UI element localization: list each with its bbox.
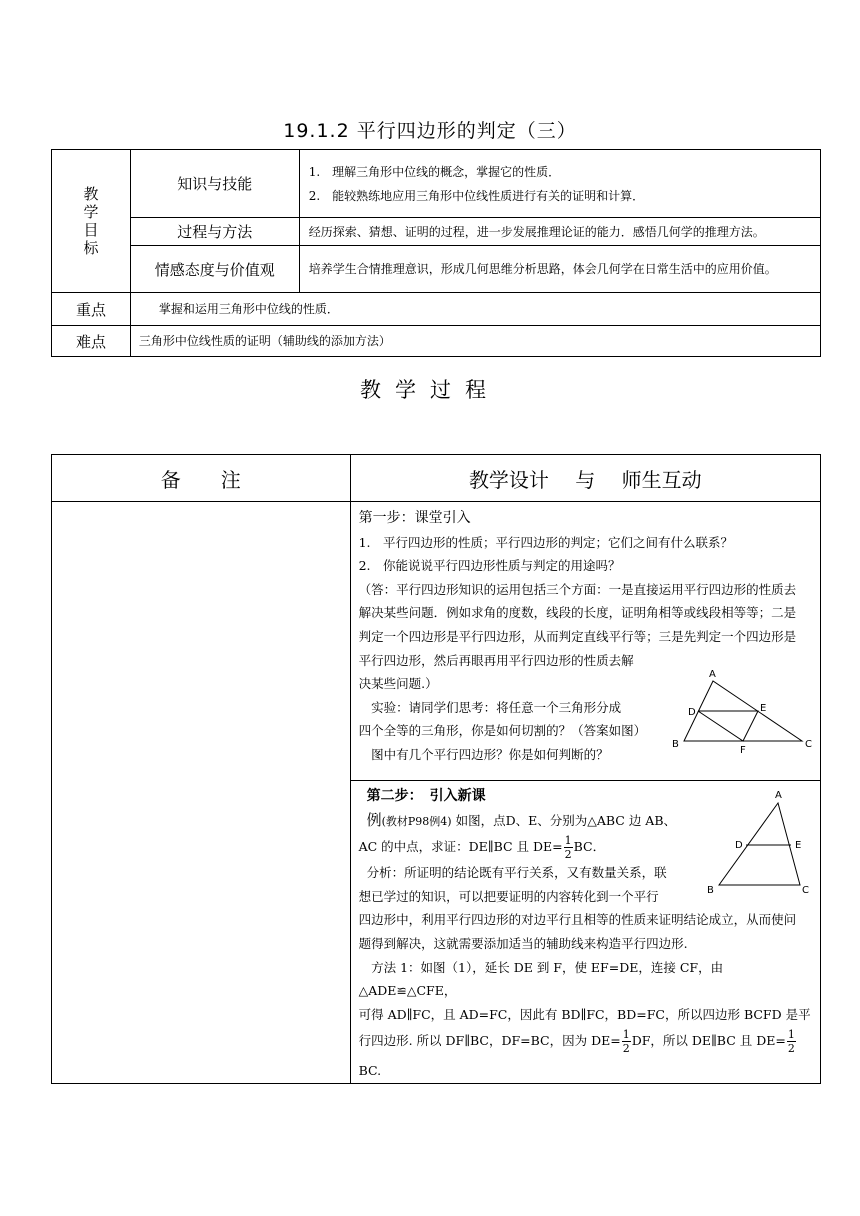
objectives-group-char: 标: [83, 239, 99, 257]
step1-question-1: 1. 平行四边形的性质；平行四边形的判定；它们之间有什么联系？: [358, 534, 734, 550]
fraction-numerator: 1: [622, 1028, 630, 1042]
label-e: E: [759, 703, 766, 714]
midline-segments: [698, 711, 758, 741]
process-content: 经历探索、猜想、证明的过程，进一步发展推理论证的能力．感悟几何学的推理方法。: [299, 218, 820, 246]
method-line-3b: DF，所以 DE∥BC 且 DE=: [631, 1033, 786, 1049]
step1-question-2: 2. 你能说说平行四边形性质与判定的用途吗？: [358, 558, 621, 574]
step1-answer-line: 解决某些问题．例如求角的度数，线段的长度，证明角相等或线段相等等；二是: [358, 605, 797, 621]
step1-answer-line: 平行四边形，然后再眼再用平行四边形的性质去解: [358, 652, 634, 668]
example-prefix: 例: [366, 810, 382, 829]
notes-cell: [52, 502, 351, 1084]
objectives-table: [51, 149, 821, 357]
key-point-label: 重点: [52, 293, 131, 326]
fraction-denominator: 2: [622, 1042, 630, 1056]
objectives-group-char: 教: [83, 185, 99, 203]
step1-title: 第一步：课堂引入: [358, 510, 471, 526]
knowledge-item-2: 2. 能较熟练地应用三角形中位线性质进行有关的证明和计算．: [308, 188, 645, 203]
step1-answer-line: 判定一个四边形是平行四边形，从而判定直线平行等；三是先判定一个四边形是: [358, 628, 797, 644]
step1-cell: [350, 502, 820, 781]
emotion-label: 情感态度与价值观: [130, 246, 299, 293]
col-notes-header: 备 注: [52, 455, 351, 502]
col-design-header: 教学设计 与 师生互动: [350, 455, 820, 502]
method-line-3a: 行四边形. 所以 DF∥BC，DF=BC，因为 DE=: [358, 1033, 621, 1049]
knowledge-content: [299, 150, 820, 218]
difficulty-label: 难点: [52, 326, 131, 357]
triangle-abc: [719, 803, 800, 885]
example-text-1: 如图，点D、E、分别为△ABC 边 AB、: [455, 812, 677, 828]
document-title: 19.1.2 平行四边形的判定（三）: [283, 120, 577, 142]
knowledge-label: 知识与技能: [130, 150, 299, 218]
analysis-line: 题得到解决，这就需要添加适当的辅助线来构造平行四边形.: [358, 935, 688, 951]
method-line: 可得 AD∥FC，且 AD=FC，因此有 BD∥FC，BD=FC，所以四边形 BCFD 是平: [358, 1006, 811, 1022]
fraction-denominator: 2: [564, 848, 572, 862]
fraction-half: [787, 1028, 796, 1055]
fraction-denominator: 2: [787, 1042, 795, 1056]
knowledge-item-1: 1. 理解三角形中位线的概念，掌握它的性质．: [308, 164, 561, 179]
step1-answer-line: 决某些问题.）: [358, 676, 438, 692]
step1-experiment-line: 四个全等的三角形，你是如何切割的？（答案如图）: [358, 723, 647, 739]
analysis-line: 分析：所证明的结论既有平行关系，又有数量关系，联: [366, 865, 667, 881]
label-c: C: [801, 885, 809, 896]
triangle-midpoint-figure-2: [704, 785, 824, 900]
step1-experiment-line: 实验：请同学们思考：将任意一个三角形分成: [358, 699, 622, 715]
step2-title: 第二步： 引入新课: [366, 788, 486, 804]
step1-answer-line: （答：平行四边形知识的运用包括三个方面：一是直接运用平行四边形的性质去: [358, 581, 797, 597]
example-text-2: AC 的中点，求证：DE∥BC 且 DE=: [358, 839, 563, 855]
label-a: A: [774, 790, 782, 801]
objectives-group-char: 学: [83, 203, 99, 221]
method-line-3c: BC.: [358, 1063, 382, 1079]
process-table: [51, 454, 821, 1084]
label-d: D: [734, 840, 743, 851]
triangle-midpoint-figure-1: [669, 667, 824, 757]
label-e: E: [794, 840, 801, 851]
label-b: B: [706, 885, 714, 896]
step2-cell: [350, 781, 820, 1084]
step1-experiment-line: 图中有几个平行四边形？你是如何判断的？: [358, 746, 609, 762]
example-ref: (教材P98例4): [381, 814, 452, 828]
label-d: D: [687, 707, 696, 718]
label-f: F: [739, 745, 746, 756]
fraction-half: [622, 1028, 631, 1055]
section-title: 教学过程: [360, 378, 500, 402]
analysis-line: 想已学过的知识，可以把要证明的内容转化到一个平行: [358, 888, 659, 904]
fraction-numerator: 1: [564, 834, 572, 848]
key-point-content: 掌握和运用三角形中位线的性质．: [130, 293, 820, 326]
example-text-2-end: BC．: [573, 839, 606, 855]
difficulty-content: 三角形中位线性质的证明（辅助线的添加方法）: [130, 326, 820, 357]
label-b: B: [671, 739, 679, 750]
objectives-group-label: [52, 150, 131, 293]
analysis-line: 四边形中，利用平行四边形的对边平行且相等的性质来证明结论成立，从而使问: [358, 912, 797, 928]
label-c: C: [804, 739, 812, 750]
process-label: 过程与方法: [130, 218, 299, 246]
label-a: A: [708, 669, 716, 680]
method-line: 方法 1：如图（1），延长 DE 到 F，使 EF=DE，连接 CF，由△ADE≌△CFE，: [358, 959, 724, 999]
objectives-group-char: 目: [83, 221, 99, 239]
fraction-half: [564, 834, 573, 861]
fraction-numerator: 1: [787, 1028, 795, 1042]
emotion-content: 培养学生合情推理意识，形成几何思维分析思路，体会几何学在日常生活中的应用价值。: [299, 246, 820, 293]
objectives-group-text: [52, 185, 130, 257]
